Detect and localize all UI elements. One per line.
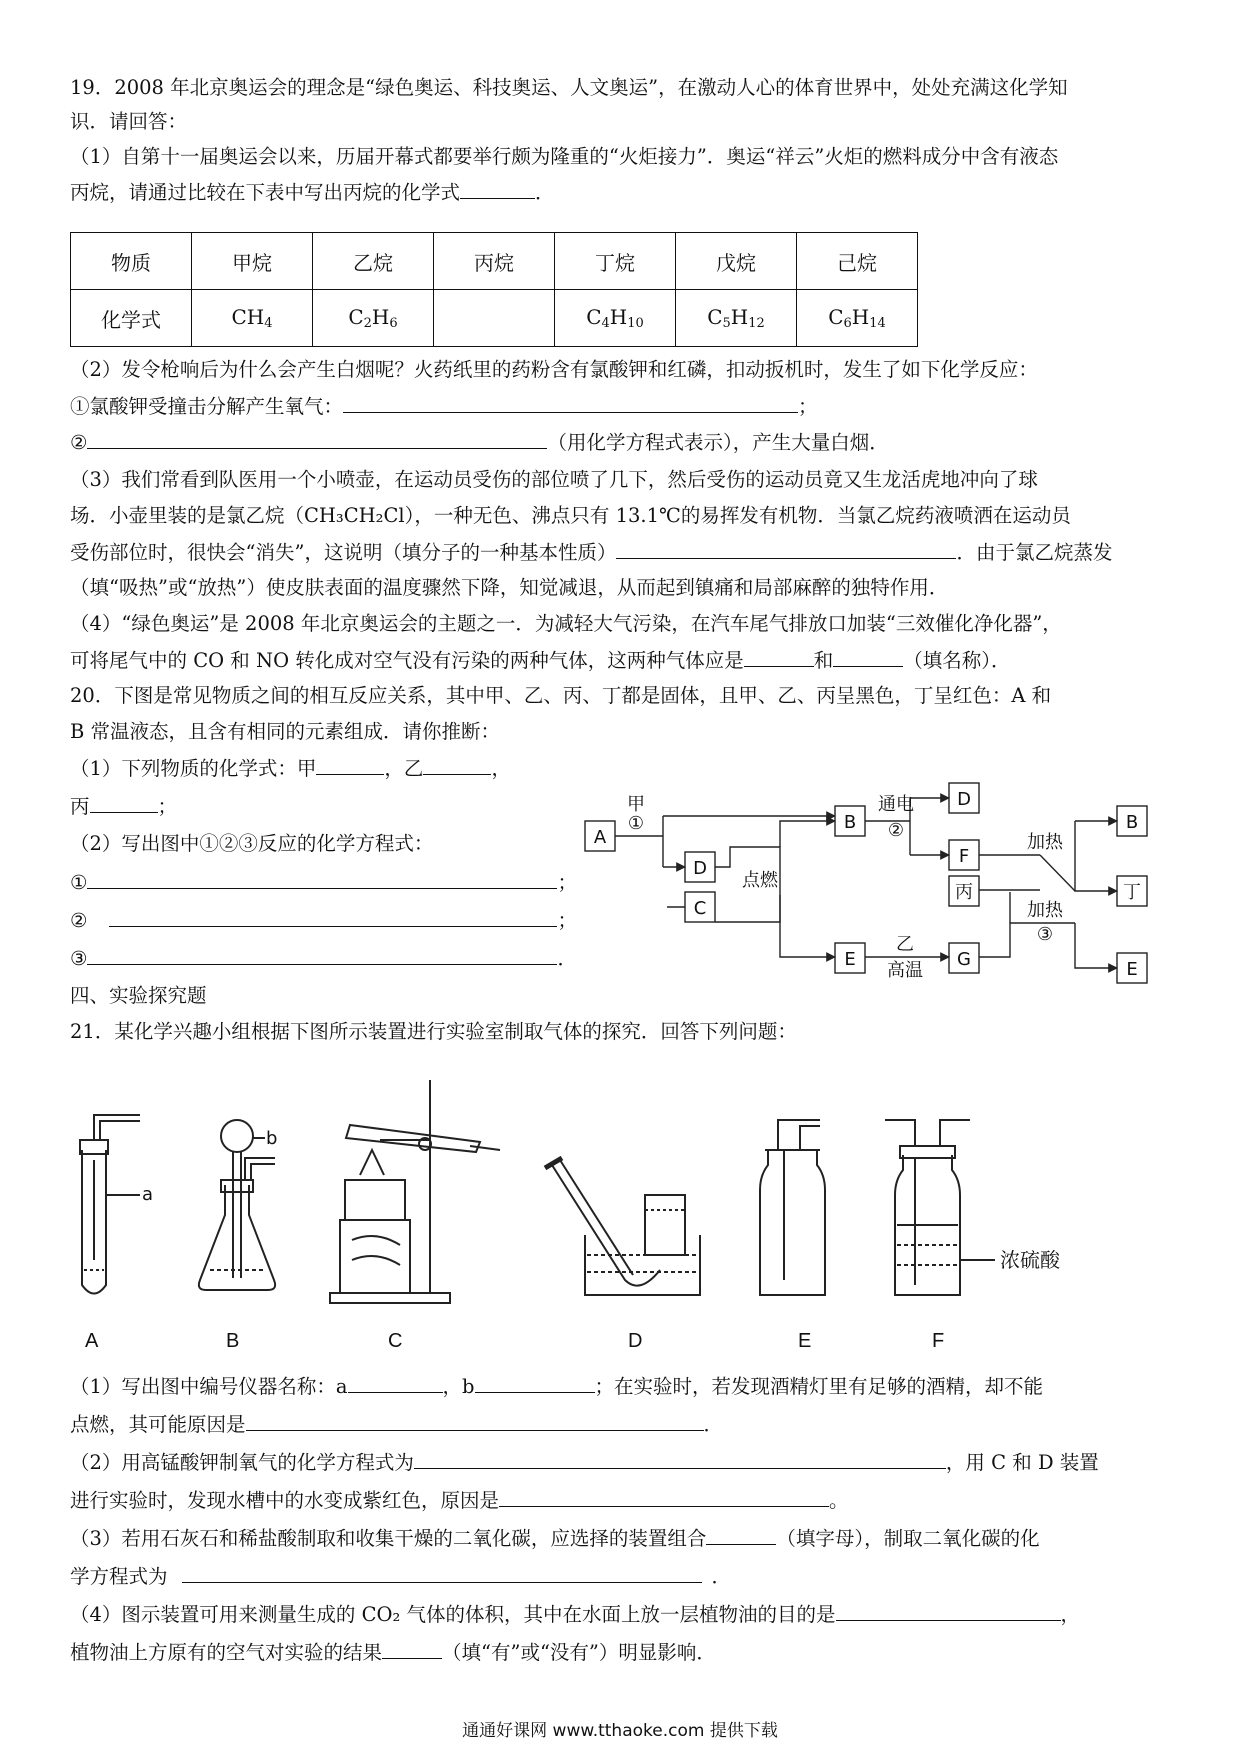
q21-part1-line2 xyxy=(70,1410,723,1439)
table-cell-formula xyxy=(555,290,676,347)
q20-part1-line1 xyxy=(70,754,511,783)
q21-part3-text: （填字母），制取二氧化碳的化 xyxy=(776,1527,1040,1550)
q19-part2-line3 xyxy=(70,428,889,457)
table-cell-formula-blank[interactable] xyxy=(434,290,555,347)
caption-B: B xyxy=(226,1330,240,1352)
q20-part2-line: （2）写出图中①②③反应的化学方程式： xyxy=(70,832,434,855)
answer-blank-molecule-property[interactable] xyxy=(616,538,956,559)
formula-sub: 6 xyxy=(843,316,852,331)
q19-part1-text: 丙烷，请通过比较在下表中写出丙烷的化学式 xyxy=(70,181,461,204)
q21-part2-line2 xyxy=(70,1486,849,1515)
q19-part3-text: ．由于氯乙烷蒸发 xyxy=(956,541,1113,564)
node-D-top: D xyxy=(957,789,971,810)
answer-blank-gas-2[interactable] xyxy=(833,646,903,667)
punct: ； xyxy=(798,395,818,418)
q20-intro-line1: 20．下图是常见物质之间的相互反应关系，其中甲、乙、丙、丁都是固体，且甲、乙、丙呈黑色，丁呈红色：A 和 xyxy=(70,684,1052,707)
caption-E: E xyxy=(798,1330,812,1352)
punct: ， xyxy=(491,757,511,780)
alkane-table xyxy=(70,232,918,347)
table-cell-name: 己烷 xyxy=(797,233,918,290)
q20-part1-text: ，乙 xyxy=(384,757,424,780)
q19-part3-line2: 场．小壶里装的是氯乙烷（CH₃CH₂Cl），一种无色、沸点只有 13.1℃的易挥发有机物．当氯乙烷药液喷洒在运动员 xyxy=(70,504,1071,527)
formula-sub: 4 xyxy=(601,316,610,331)
answer-blank-instrument-b[interactable] xyxy=(475,1372,595,1393)
caption-F: F xyxy=(932,1330,945,1352)
punct: 。 xyxy=(829,1489,849,1512)
q19-part2-text: （用化学方程式表示），产生大量白烟． xyxy=(547,431,889,454)
table-row-substance xyxy=(71,233,918,290)
q19-part2-line1: （2）发令枪响后为什么会产生白烟呢？火药纸里的药粉含有氯酸钾和红磷，扣动扳机时，发生了如下化学反应： xyxy=(70,358,1038,381)
q20-intro-line2: B 常温液态，且含有相同的元素组成．请你推断： xyxy=(70,720,501,743)
punct: ． xyxy=(711,1565,732,1588)
circled-number: ② xyxy=(70,431,88,454)
answer-blank-co2-equation[interactable] xyxy=(182,1562,702,1583)
punct: ． xyxy=(703,1413,724,1436)
label-circle-1: ① xyxy=(627,813,645,834)
punct: ． xyxy=(557,947,577,970)
q21-part4-text: 植物油上方原有的空气对实验的结果 xyxy=(70,1641,383,1664)
q21-part1-text: ，b xyxy=(442,1375,475,1398)
answer-blank-propane-formula[interactable] xyxy=(460,178,535,199)
label-conc-sulfuric-acid: 浓硫酸 xyxy=(1000,1248,1060,1272)
q21-part3-line2 xyxy=(70,1562,731,1591)
q21-part1-line1 xyxy=(70,1372,1043,1401)
q19-part2-text: ①氯酸钾受撞击分解产生氧气： xyxy=(70,395,344,418)
punct: ； xyxy=(557,871,577,894)
circled-number: ③ xyxy=(70,947,88,970)
formula-text: H xyxy=(609,305,628,329)
answer-blank-air-effect[interactable] xyxy=(382,1638,442,1659)
caption-A: A xyxy=(85,1330,99,1352)
caption-C: C xyxy=(388,1330,403,1352)
formula-text: H xyxy=(851,305,870,329)
table-cell-formula xyxy=(676,290,797,347)
label-circle-3: ③ xyxy=(1036,924,1054,945)
table-cell-name: 甲烷 xyxy=(192,233,313,290)
answer-blank-phosphorus-equation[interactable] xyxy=(87,428,547,449)
formula-sub: 5 xyxy=(722,316,731,331)
table-cell-name: 丙烷 xyxy=(434,233,555,290)
q21-part4-line1 xyxy=(70,1600,1080,1629)
node-B: B xyxy=(843,812,857,833)
label-jia: 甲 xyxy=(627,794,645,815)
node-A: A xyxy=(593,827,607,848)
q21-part3-line1 xyxy=(70,1524,1040,1553)
apparatus-figure xyxy=(0,1080,1240,1320)
table-cell-formula xyxy=(797,290,918,347)
table-header-formula: 化学式 xyxy=(71,290,192,347)
answer-blank-instrument-a[interactable] xyxy=(348,1372,443,1393)
answer-blank-kmno4-equation[interactable] xyxy=(414,1448,946,1469)
label-circle-2: ② xyxy=(887,820,905,841)
q19-part1-line2 xyxy=(70,178,555,207)
label-tongdian: 通电 xyxy=(878,794,914,815)
q19-part3-text: 受伤部位时，很快会“消失”，这说明（填分子的一种基本性质） xyxy=(70,541,617,564)
table-cell-formula xyxy=(192,290,313,347)
label-jiare-1: 加热 xyxy=(1027,832,1063,853)
q21-part1-text: （1）写出图中编号仪器名称：a xyxy=(70,1375,348,1398)
answer-blank-oil-purpose[interactable] xyxy=(836,1600,1061,1621)
table-cell-name: 戊烷 xyxy=(676,233,797,290)
q19-part3-line4: （填“吸热”或“放热”）使皮肤表面的温度骤然下降，知觉减退，从而起到镇痛和局部麻醉的独特作用． xyxy=(70,576,949,599)
node-ding: 丁 xyxy=(1123,882,1141,903)
apparatus-E-gas-bottle xyxy=(760,1120,825,1295)
q21-part4-text: （4）图示装置可用来测量生成的 CO₂ 气体的体积，其中在水面上放一层植物油的目的是 xyxy=(70,1603,836,1626)
q21-part2-text: 进行实验时，发现水槽中的水变成紫红色，原因是 xyxy=(70,1489,500,1512)
q20-part1-text: （1）下列物质的化学式：甲 xyxy=(70,757,317,780)
label-b: b xyxy=(266,1128,278,1149)
node-B-right: B xyxy=(1125,812,1139,833)
answer-blank-gas-1[interactable] xyxy=(744,646,814,667)
circled-number: ② xyxy=(70,909,88,932)
node-E: E xyxy=(844,949,856,970)
table-cell-formula xyxy=(313,290,434,347)
formula-sub: 2 xyxy=(363,316,372,331)
q19-part4-text: 和 xyxy=(813,649,834,672)
formula-text: C xyxy=(348,305,364,329)
label-gaowen: 高温 xyxy=(887,960,923,981)
formula-text: C xyxy=(586,305,602,329)
apparatus-A-test-tube xyxy=(80,1115,140,1294)
apparatus-D-water-trough xyxy=(545,1158,700,1295)
q21-part2-line1 xyxy=(70,1448,1099,1477)
punct: ； xyxy=(157,795,178,818)
q20-part1-text: 丙 xyxy=(70,795,90,818)
page-footer: 通通好课网 www.tthaoke.com 提供下载 xyxy=(462,1721,778,1741)
table-cell-name: 乙烷 xyxy=(313,233,434,290)
node-bing: 丙 xyxy=(955,882,973,903)
formula-sub: 6 xyxy=(389,316,398,331)
formula-sub: 14 xyxy=(869,316,886,331)
node-C: C xyxy=(693,898,707,919)
punct: ． xyxy=(535,181,555,204)
formula-sub: 12 xyxy=(748,316,765,331)
q19-part3-line3 xyxy=(70,538,1112,567)
formula-text: C xyxy=(707,305,723,329)
apparatus-F-wash-bottle xyxy=(885,1120,995,1295)
label-a: a xyxy=(142,1184,154,1205)
reaction-flow-diagram xyxy=(0,780,1240,1000)
apparatus-B-flask xyxy=(199,1120,278,1290)
caption-D: D xyxy=(628,1330,643,1352)
node-E-right: E xyxy=(1126,959,1138,980)
apparatus-C-heating-setup xyxy=(330,1080,500,1303)
formula-text: CH xyxy=(231,305,265,329)
punct: ； xyxy=(557,909,577,932)
formula-text: H xyxy=(371,305,390,329)
q21-part4-text: （填“有”或“没有”）明显影响． xyxy=(442,1641,716,1664)
q19-part4-text: 可将尾气中的 CO 和 NO 转化成对空气没有污染的两种气体，这两种气体应是 xyxy=(70,649,744,672)
answer-blank-purple-water-reason[interactable] xyxy=(499,1486,829,1507)
answer-blank-yi[interactable] xyxy=(423,754,491,775)
answer-blank-apparatus-combo[interactable] xyxy=(706,1524,776,1545)
q19-intro-line2: 识．请回答： xyxy=(70,110,188,133)
q21-part2-text: ，用 C 和 D 装置 xyxy=(945,1451,1099,1474)
q21-part3-text: 学方程式为 xyxy=(70,1565,168,1588)
section-4-heading: 四、实验探究题 xyxy=(70,984,207,1007)
table-row-formula xyxy=(71,290,918,347)
node-G: G xyxy=(957,949,971,970)
answer-blank-kclo3-equation[interactable] xyxy=(343,392,798,413)
label-jiare-2: 加热 xyxy=(1027,900,1063,921)
q19-part4-text: （填名称）． xyxy=(903,649,1011,672)
circled-number: ① xyxy=(70,871,88,894)
q19-part3-line1: （3）我们常看到队医用一个小喷壶，在运动员受伤的部位喷了几下，然后受伤的运动员竟又生龙活虎地冲向了球 xyxy=(70,468,1038,491)
formula-sub: 4 xyxy=(264,316,273,331)
q21-part1-text: ；在实验时，若发现酒精灯里有足够的酒精，却不能 xyxy=(594,1375,1044,1398)
q21-part2-text: （2）用高锰酸钾制氧气的化学方程式为 xyxy=(70,1451,414,1474)
q21-intro: 21．某化学兴趣小组根据下图所示装置进行实验室制取气体的探究．回答下列问题： xyxy=(70,1020,797,1043)
q19-part4-line1: （4）“绿色奥运”是 2008 年北京奥运会的主题之一．为减轻大气污染，在汽车尾气排放口加装“三效催化净化器”， xyxy=(70,612,1062,635)
q21-part4-line2 xyxy=(70,1638,716,1667)
q19-part4-line2 xyxy=(70,646,1011,675)
table-header-substance: 物质 xyxy=(71,233,192,290)
formula-sub: 10 xyxy=(627,316,644,331)
label-dianran: 点燃 xyxy=(742,870,778,891)
formula-text: C xyxy=(828,305,844,329)
answer-blank-jia[interactable] xyxy=(316,754,384,775)
table-cell-name: 丁烷 xyxy=(555,233,676,290)
label-yi: 乙 xyxy=(896,934,914,955)
node-D: D xyxy=(693,858,707,879)
q21-part3-text: （3）若用石灰石和稀盐酸制取和收集干燥的二氧化碳，应选择的装置组合 xyxy=(70,1527,707,1550)
q21-part1-text: 点燃，其可能原因是 xyxy=(70,1413,246,1436)
q19-part1-line1: （1）自第十一届奥运会以来，历届开幕式都要举行颇为隆重的“火炬接力”．奥运“祥云”火炬的燃料成分中含有液态 xyxy=(70,145,1059,168)
node-F: F xyxy=(958,846,970,867)
q19-intro-line1: 19．2008 年北京奥运会的理念是“绿色奥运、科技奥运、人文奥运”，在激动人心的体育世界中，处处充满这化学知 xyxy=(70,76,1068,99)
formula-text: H xyxy=(730,305,749,329)
punct: ， xyxy=(1060,1603,1081,1626)
q19-part2-line2 xyxy=(70,392,818,421)
answer-blank-lamp-reason[interactable] xyxy=(246,1410,704,1431)
